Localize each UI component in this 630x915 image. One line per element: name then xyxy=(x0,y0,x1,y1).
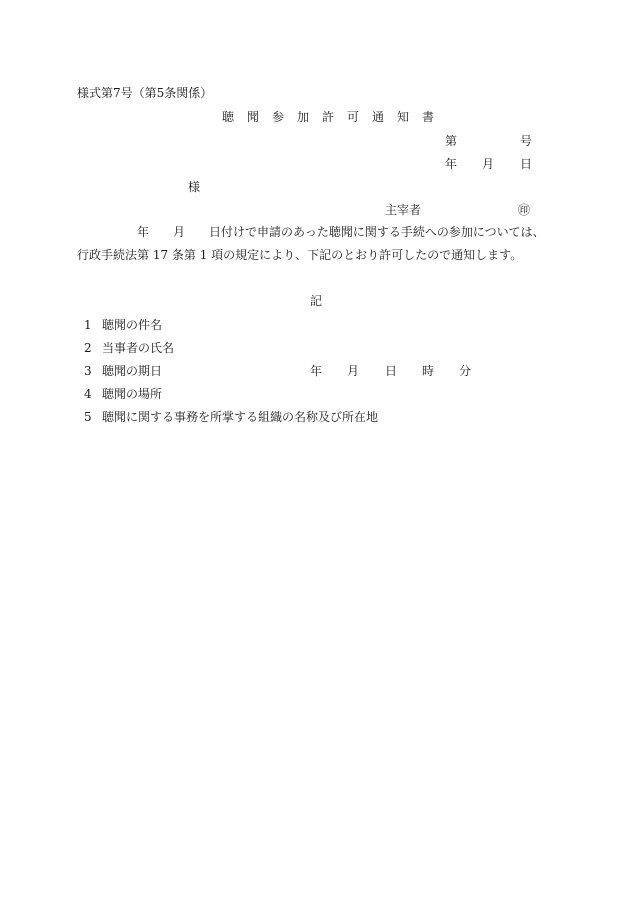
hearing-date-hour-label: 時 xyxy=(422,364,435,378)
issue-date-year-label: 年 xyxy=(445,157,458,171)
hearing-date-minute-label: 分 xyxy=(459,364,472,378)
list-item-number: 1 xyxy=(84,318,92,332)
issue-date-day-label: 日 xyxy=(520,157,533,171)
list-item-hearing-place: 聴聞の場所 xyxy=(102,387,163,401)
issue-date-month-label: 月 xyxy=(482,157,495,171)
seal-mark: ㊞ xyxy=(518,203,531,217)
document-title: 聴 聞 参 加 許 可 通 知 書 xyxy=(222,110,435,124)
document-number-prefix: 第 xyxy=(445,134,458,148)
list-item-number: 3 xyxy=(84,364,92,378)
record-heading: 記 xyxy=(310,294,323,308)
hearing-date-day-label: 日 xyxy=(385,364,398,378)
organizer-label: 主宰者 xyxy=(385,203,422,217)
hearing-date-month-label: 月 xyxy=(347,364,360,378)
body-text-line-2: 行政手続法第 17 条第 1 項の規定により、下記のとおり許可したので通知します。 xyxy=(77,248,523,262)
list-item-party-name: 当事者の氏名 xyxy=(102,341,175,355)
list-item-organization: 聴聞に関する事務を所掌する組織の名称及び所在地 xyxy=(102,410,379,424)
addressee-honorific: 様 xyxy=(188,180,201,194)
list-item-hearing-date: 聴聞の期日 xyxy=(102,364,163,378)
list-item-number: 4 xyxy=(84,387,92,401)
list-item-hearing-subject: 聴聞の件名 xyxy=(102,318,163,332)
form-number: 様式第7号（第5条関係） xyxy=(77,86,213,100)
body-text-line-1: 年 月 日付けで申請のあった聴聞に関する手続への参加については、 xyxy=(77,225,545,239)
document-number-suffix: 号 xyxy=(520,134,533,148)
hearing-date-year-label: 年 xyxy=(310,364,323,378)
list-item-number: 2 xyxy=(84,341,92,355)
list-item-number: 5 xyxy=(84,410,92,424)
